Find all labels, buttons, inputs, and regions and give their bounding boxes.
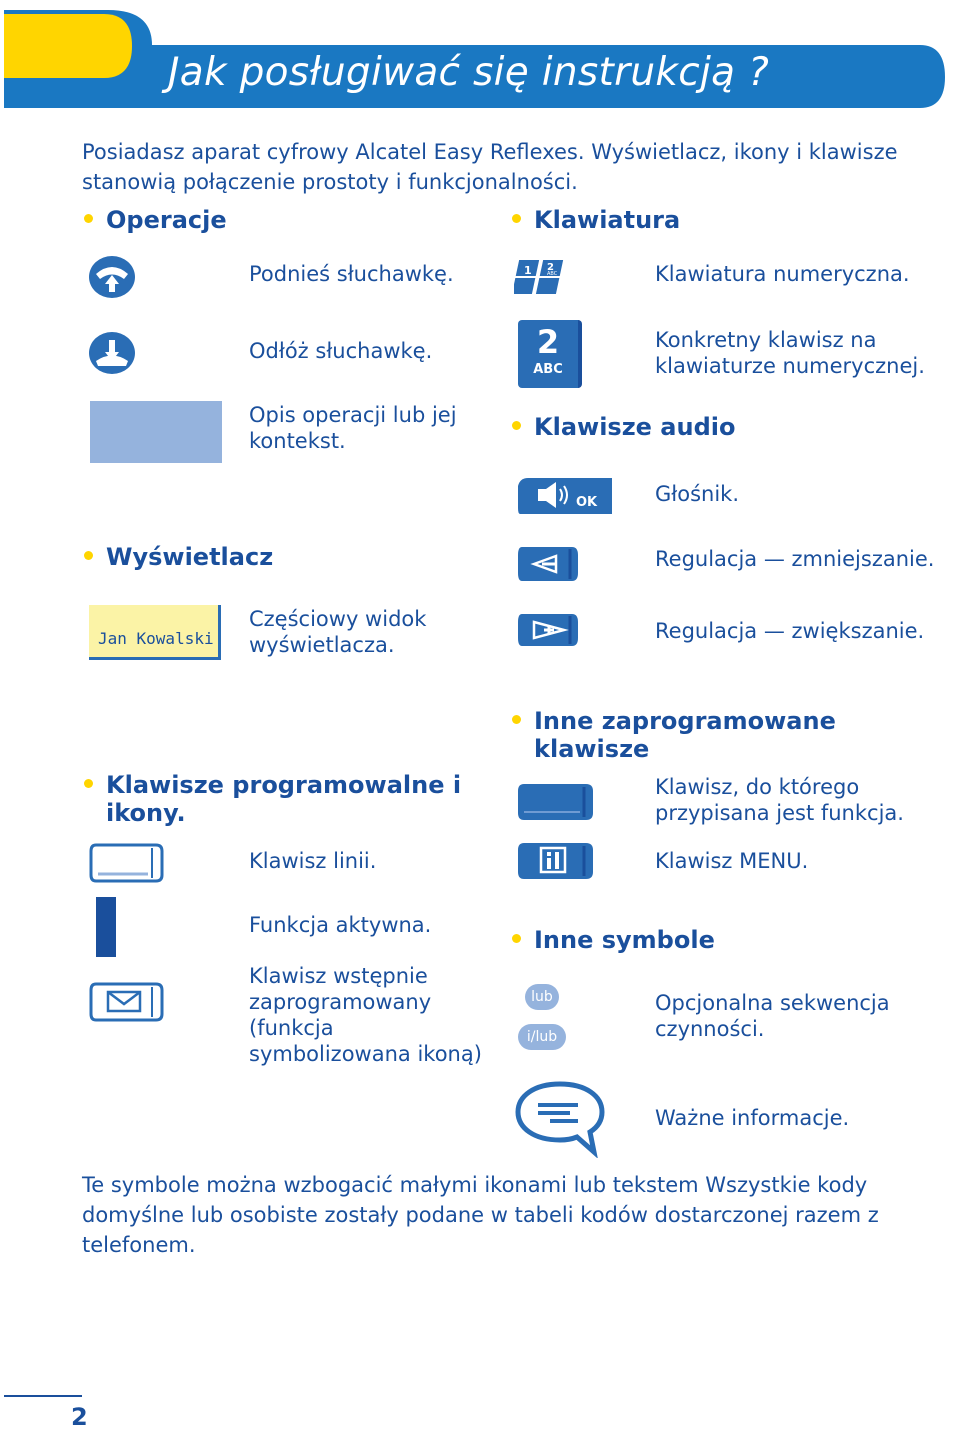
badge-lub: lub	[525, 984, 559, 1010]
bullet-icon	[84, 214, 93, 223]
keypad-digit-2: 2	[547, 262, 554, 273]
heading-inne-symbole-label: Inne symbole	[534, 926, 715, 954]
heading-klawiatura	[510, 206, 680, 234]
display-sample	[89, 605, 221, 660]
keypad-letters-abc: ABC	[547, 271, 558, 277]
header-banner	[0, 0, 960, 115]
key-2-abc-icon	[518, 320, 582, 388]
operation-context-box	[90, 401, 222, 463]
heading-wyswietlacz	[82, 543, 273, 571]
desc-klawisz-linii: Klawisz linii.	[249, 849, 377, 873]
desc-regulacja-plus: Regulacja — zwiększanie.	[655, 619, 925, 643]
speaker-ok-label: OK	[576, 495, 598, 510]
bullet-icon	[84, 551, 93, 560]
off-hook-icon	[88, 255, 136, 299]
desc-klawiatura-numeryczna: Klawiatura numeryczna.	[655, 262, 910, 286]
desc-glosnik: Głośnik.	[655, 482, 740, 506]
heading-inne-klawisze-label: Inne zaprogramowane klawisze	[534, 707, 836, 763]
key-2-digit: 2	[536, 323, 560, 361]
volume-down-icon	[516, 543, 580, 585]
heading-audio	[510, 413, 735, 441]
page-number-rule	[4, 1395, 82, 1397]
keypad-digit-1: 1	[524, 264, 532, 277]
desc-klawisz-wstepnie: Klawisz wstępnie zaprogramowany (funkcja symbolizowana ikoną)	[249, 964, 482, 1066]
heading-programowalne	[82, 771, 506, 827]
bullet-icon	[512, 421, 521, 430]
heading-inne-klawisze	[510, 707, 874, 763]
badge-i-lub: i/lub	[518, 1024, 566, 1050]
speaker-ok-icon	[516, 476, 616, 516]
volume-up-icon	[516, 610, 580, 650]
heading-wyswietlacz-label: Wyświetlacz	[106, 543, 274, 571]
desc-klawisz-menu: Klawisz MENU.	[655, 849, 809, 873]
desc-odloz: Odłóż słuchawkę.	[249, 339, 433, 363]
preprogrammed-key-icon	[88, 981, 166, 1023]
function-key-icon	[516, 781, 596, 823]
bullet-icon	[512, 715, 521, 724]
desc-opcjonalna: Opcjonalna sekwencja czynności.	[655, 991, 890, 1041]
bullet-icon	[512, 934, 521, 943]
heading-operacje-label: Operacje	[106, 206, 227, 234]
page-number: 2	[71, 1403, 88, 1431]
line-key-icon	[88, 842, 166, 884]
intro-text: Posiadasz aparat cyfrowy Alcatel Easy Reflexes. Wyświetlacz, ikony i klawisze stanowią połączenie prostoty i funkcjonalności.	[82, 140, 898, 194]
heading-audio-label: Klawisze audio	[534, 413, 736, 441]
heading-klawiatura-label: Klawiatura	[534, 206, 681, 234]
heading-programowalne-label: Klawisze programowalne i ikony.	[106, 771, 462, 827]
desc-wyswietlacz: Częściowy widok wyświetlacza.	[249, 607, 427, 657]
desc-wazne-informacje: Ważne informacje.	[655, 1106, 850, 1130]
key-2-letters: ABC	[533, 362, 563, 377]
bullet-icon	[512, 214, 521, 223]
numeric-keypad-icon	[514, 256, 566, 296]
page-title: Jak posługiwać się instrukcją ?	[168, 50, 770, 95]
important-info-icon	[514, 1080, 606, 1158]
heading-inne-symbole	[510, 926, 715, 954]
desc-podnies: Podnieś słuchawkę.	[249, 262, 454, 286]
on-hook-icon	[88, 331, 136, 375]
menu-key-icon	[516, 840, 596, 882]
desc-klawisz-funkcja: Klawisz, do którego przypisana jest funkcja.	[655, 775, 904, 825]
display-sample-text: Jan Kowalski	[98, 629, 214, 648]
heading-operacje	[82, 206, 227, 234]
desc-opis: Opis operacji lub jej kontekst.	[249, 403, 457, 453]
active-function-icon	[96, 897, 116, 957]
bullet-icon	[84, 779, 93, 788]
desc-konkretny-klawisz: Konkretny klawisz na klawiaturze numerycznej.	[655, 328, 925, 378]
desc-regulacja-minus: Regulacja — zmniejszanie.	[655, 547, 935, 571]
desc-funkcja-aktywna: Funkcja aktywna.	[249, 913, 432, 937]
footer-text: Te symbole można wzbogacić małymi ikonami lub tekstem Wszystkie kody domyślne lub osobiste zostały podane w tabeli kodów dostarczonej razem z telefonem.	[82, 1173, 879, 1257]
